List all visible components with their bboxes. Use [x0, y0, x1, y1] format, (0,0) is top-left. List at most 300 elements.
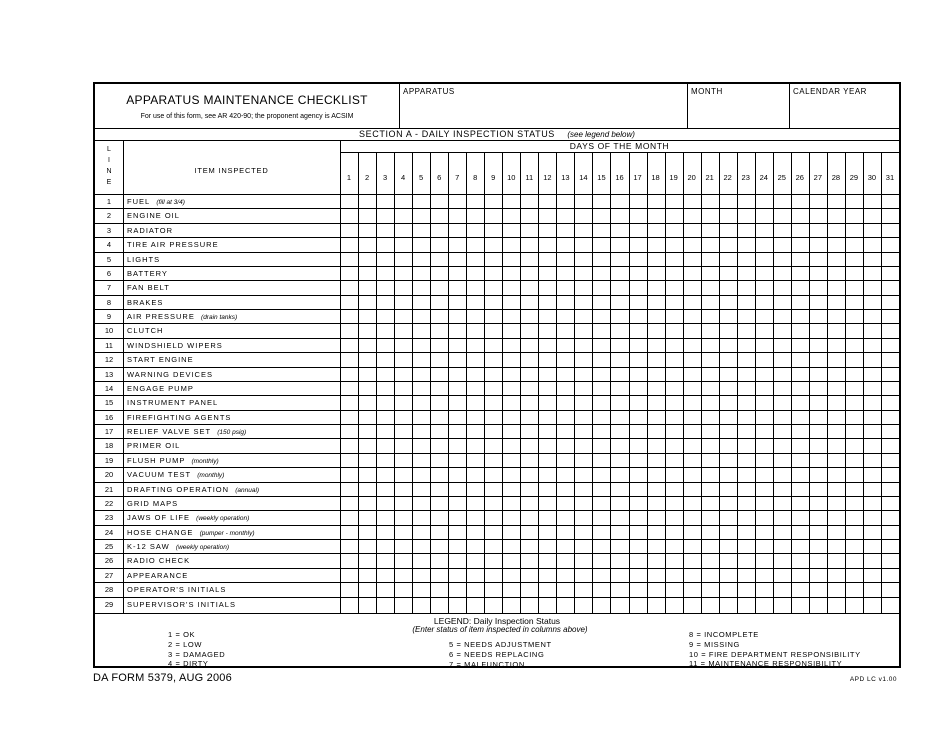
status-cell[interactable] — [666, 353, 683, 366]
status-cell[interactable] — [702, 497, 719, 510]
status-cell[interactable] — [738, 224, 755, 237]
status-cell[interactable] — [449, 195, 466, 208]
status-cell[interactable] — [467, 195, 484, 208]
status-cell[interactable] — [611, 267, 628, 280]
status-cell[interactable] — [702, 267, 719, 280]
status-cell[interactable] — [341, 238, 358, 251]
status-cell[interactable] — [395, 497, 412, 510]
status-cell[interactable] — [756, 238, 773, 251]
status-cell[interactable] — [882, 310, 899, 323]
status-cell[interactable] — [810, 253, 827, 266]
status-cell[interactable] — [593, 324, 610, 337]
status-cell[interactable] — [575, 411, 592, 424]
status-cell[interactable] — [521, 554, 538, 567]
status-cell[interactable] — [413, 209, 430, 222]
status-cell[interactable] — [503, 296, 520, 309]
status-cell[interactable] — [413, 425, 430, 438]
status-cell[interactable] — [720, 411, 737, 424]
status-cell[interactable] — [792, 598, 809, 611]
status-cell[interactable] — [828, 526, 845, 539]
status-cell[interactable] — [666, 339, 683, 352]
status-cell[interactable] — [756, 296, 773, 309]
status-cell[interactable] — [846, 483, 863, 496]
status-cell[interactable] — [882, 339, 899, 352]
status-cell[interactable] — [341, 209, 358, 222]
status-cell[interactable] — [738, 339, 755, 352]
status-cell[interactable] — [756, 468, 773, 481]
status-cell[interactable] — [485, 526, 502, 539]
status-cell[interactable] — [413, 281, 430, 294]
status-cell[interactable] — [539, 583, 556, 596]
status-cell[interactable] — [810, 425, 827, 438]
status-cell[interactable] — [846, 468, 863, 481]
status-cell[interactable] — [449, 353, 466, 366]
status-cell[interactable] — [792, 554, 809, 567]
status-cell[interactable] — [341, 267, 358, 280]
status-cell[interactable] — [359, 468, 376, 481]
status-cell[interactable] — [828, 195, 845, 208]
status-cell[interactable] — [611, 497, 628, 510]
status-cell[interactable] — [630, 411, 647, 424]
status-cell[interactable] — [593, 468, 610, 481]
status-cell[interactable] — [774, 396, 791, 409]
status-cell[interactable] — [882, 583, 899, 596]
status-cell[interactable] — [828, 324, 845, 337]
status-cell[interactable] — [431, 526, 448, 539]
status-cell[interactable] — [341, 526, 358, 539]
status-cell[interactable] — [756, 439, 773, 452]
status-cell[interactable] — [720, 540, 737, 553]
status-cell[interactable] — [377, 310, 394, 323]
status-cell[interactable] — [431, 324, 448, 337]
status-cell[interactable] — [377, 483, 394, 496]
status-cell[interactable] — [431, 339, 448, 352]
status-cell[interactable] — [702, 382, 719, 395]
status-cell[interactable] — [359, 238, 376, 251]
status-cell[interactable] — [738, 281, 755, 294]
status-cell[interactable] — [630, 526, 647, 539]
status-cell[interactable] — [521, 368, 538, 381]
status-cell[interactable] — [395, 598, 412, 611]
status-cell[interactable] — [359, 598, 376, 611]
status-cell[interactable] — [467, 526, 484, 539]
status-cell[interactable] — [864, 382, 881, 395]
status-cell[interactable] — [666, 439, 683, 452]
status-cell[interactable] — [377, 439, 394, 452]
status-cell[interactable] — [864, 281, 881, 294]
status-cell[interactable] — [810, 497, 827, 510]
status-cell[interactable] — [539, 195, 556, 208]
status-cell[interactable] — [575, 396, 592, 409]
status-cell[interactable] — [485, 425, 502, 438]
status-cell[interactable] — [666, 296, 683, 309]
status-cell[interactable] — [413, 224, 430, 237]
status-cell[interactable] — [359, 583, 376, 596]
status-cell[interactable] — [846, 554, 863, 567]
status-cell[interactable] — [846, 324, 863, 337]
status-cell[interactable] — [341, 439, 358, 452]
status-cell[interactable] — [828, 339, 845, 352]
status-cell[interactable] — [666, 511, 683, 524]
status-cell[interactable] — [377, 411, 394, 424]
status-cell[interactable] — [377, 569, 394, 582]
status-cell[interactable] — [864, 526, 881, 539]
status-cell[interactable] — [485, 296, 502, 309]
status-cell[interactable] — [702, 195, 719, 208]
status-cell[interactable] — [521, 497, 538, 510]
status-cell[interactable] — [648, 267, 665, 280]
status-cell[interactable] — [828, 267, 845, 280]
status-cell[interactable] — [738, 540, 755, 553]
status-cell[interactable] — [792, 238, 809, 251]
status-cell[interactable] — [377, 454, 394, 467]
status-cell[interactable] — [467, 483, 484, 496]
status-cell[interactable] — [630, 569, 647, 582]
status-cell[interactable] — [575, 310, 592, 323]
status-cell[interactable] — [720, 526, 737, 539]
status-cell[interactable] — [882, 253, 899, 266]
status-cell[interactable] — [738, 195, 755, 208]
status-cell[interactable] — [395, 526, 412, 539]
status-cell[interactable] — [557, 411, 574, 424]
status-cell[interactable] — [557, 526, 574, 539]
status-cell[interactable] — [648, 339, 665, 352]
status-cell[interactable] — [593, 483, 610, 496]
status-cell[interactable] — [539, 238, 556, 251]
status-cell[interactable] — [864, 353, 881, 366]
status-cell[interactable] — [864, 267, 881, 280]
status-cell[interactable] — [341, 483, 358, 496]
status-cell[interactable] — [521, 583, 538, 596]
status-cell[interactable] — [485, 382, 502, 395]
status-cell[interactable] — [810, 267, 827, 280]
status-cell[interactable] — [828, 224, 845, 237]
status-cell[interactable] — [611, 598, 628, 611]
status-cell[interactable] — [377, 209, 394, 222]
status-cell[interactable] — [413, 411, 430, 424]
status-cell[interactable] — [666, 540, 683, 553]
status-cell[interactable] — [684, 511, 701, 524]
status-cell[interactable] — [611, 540, 628, 553]
status-cell[interactable] — [702, 296, 719, 309]
status-cell[interactable] — [648, 411, 665, 424]
status-cell[interactable] — [792, 267, 809, 280]
status-cell[interactable] — [593, 368, 610, 381]
status-cell[interactable] — [359, 195, 376, 208]
status-cell[interactable] — [557, 569, 574, 582]
status-cell[interactable] — [413, 382, 430, 395]
status-cell[interactable] — [810, 583, 827, 596]
status-cell[interactable] — [539, 267, 556, 280]
status-cell[interactable] — [828, 396, 845, 409]
status-cell[interactable] — [630, 483, 647, 496]
status-cell[interactable] — [648, 439, 665, 452]
status-cell[interactable] — [702, 540, 719, 553]
status-cell[interactable] — [702, 339, 719, 352]
status-cell[interactable] — [575, 224, 592, 237]
status-cell[interactable] — [485, 511, 502, 524]
status-cell[interactable] — [539, 224, 556, 237]
status-cell[interactable] — [575, 281, 592, 294]
status-cell[interactable] — [774, 267, 791, 280]
status-cell[interactable] — [485, 310, 502, 323]
status-cell[interactable] — [377, 267, 394, 280]
status-cell[interactable] — [557, 511, 574, 524]
status-cell[interactable] — [756, 569, 773, 582]
status-cell[interactable] — [828, 583, 845, 596]
status-cell[interactable] — [539, 540, 556, 553]
status-cell[interactable] — [557, 497, 574, 510]
status-cell[interactable] — [648, 396, 665, 409]
status-cell[interactable] — [828, 511, 845, 524]
status-cell[interactable] — [377, 253, 394, 266]
status-cell[interactable] — [467, 209, 484, 222]
status-cell[interactable] — [593, 598, 610, 611]
status-cell[interactable] — [846, 439, 863, 452]
status-cell[interactable] — [864, 497, 881, 510]
status-cell[interactable] — [377, 368, 394, 381]
status-cell[interactable] — [503, 483, 520, 496]
status-cell[interactable] — [557, 310, 574, 323]
status-cell[interactable] — [521, 281, 538, 294]
status-cell[interactable] — [648, 195, 665, 208]
status-cell[interactable] — [341, 554, 358, 567]
status-cell[interactable] — [666, 411, 683, 424]
status-cell[interactable] — [882, 224, 899, 237]
status-cell[interactable] — [666, 253, 683, 266]
status-cell[interactable] — [575, 511, 592, 524]
status-cell[interactable] — [738, 554, 755, 567]
status-cell[interactable] — [648, 511, 665, 524]
status-cell[interactable] — [413, 511, 430, 524]
status-cell[interactable] — [557, 583, 574, 596]
status-cell[interactable] — [702, 396, 719, 409]
status-cell[interactable] — [666, 195, 683, 208]
status-cell[interactable] — [431, 511, 448, 524]
status-cell[interactable] — [882, 598, 899, 611]
status-cell[interactable] — [864, 439, 881, 452]
status-cell[interactable] — [648, 483, 665, 496]
status-cell[interactable] — [648, 583, 665, 596]
status-cell[interactable] — [738, 238, 755, 251]
status-cell[interactable] — [864, 324, 881, 337]
status-cell[interactable] — [503, 382, 520, 395]
status-cell[interactable] — [485, 195, 502, 208]
status-cell[interactable] — [684, 425, 701, 438]
status-cell[interactable] — [774, 425, 791, 438]
status-cell[interactable] — [648, 238, 665, 251]
status-cell[interactable] — [630, 267, 647, 280]
status-cell[interactable] — [593, 382, 610, 395]
status-cell[interactable] — [756, 511, 773, 524]
status-cell[interactable] — [467, 583, 484, 596]
status-cell[interactable] — [648, 569, 665, 582]
status-cell[interactable] — [521, 353, 538, 366]
status-cell[interactable] — [467, 468, 484, 481]
status-cell[interactable] — [521, 511, 538, 524]
status-cell[interactable] — [810, 483, 827, 496]
status-cell[interactable] — [467, 454, 484, 467]
status-cell[interactable] — [738, 483, 755, 496]
status-cell[interactable] — [341, 368, 358, 381]
status-cell[interactable] — [575, 454, 592, 467]
status-cell[interactable] — [377, 526, 394, 539]
status-cell[interactable] — [702, 353, 719, 366]
status-cell[interactable] — [630, 396, 647, 409]
status-cell[interactable] — [521, 468, 538, 481]
status-cell[interactable] — [864, 583, 881, 596]
status-cell[interactable] — [539, 368, 556, 381]
status-cell[interactable] — [648, 253, 665, 266]
status-cell[interactable] — [684, 483, 701, 496]
status-cell[interactable] — [413, 540, 430, 553]
status-cell[interactable] — [593, 569, 610, 582]
status-cell[interactable] — [792, 224, 809, 237]
status-cell[interactable] — [666, 238, 683, 251]
status-cell[interactable] — [882, 468, 899, 481]
status-cell[interactable] — [575, 569, 592, 582]
status-cell[interactable] — [774, 368, 791, 381]
status-cell[interactable] — [539, 569, 556, 582]
status-cell[interactable] — [359, 526, 376, 539]
status-cell[interactable] — [449, 281, 466, 294]
status-cell[interactable] — [593, 281, 610, 294]
status-cell[interactable] — [521, 324, 538, 337]
status-cell[interactable] — [756, 411, 773, 424]
status-cell[interactable] — [521, 454, 538, 467]
status-cell[interactable] — [413, 526, 430, 539]
status-cell[interactable] — [828, 554, 845, 567]
status-cell[interactable] — [630, 296, 647, 309]
status-cell[interactable] — [720, 554, 737, 567]
status-cell[interactable] — [449, 483, 466, 496]
status-cell[interactable] — [341, 253, 358, 266]
status-cell[interactable] — [720, 209, 737, 222]
status-cell[interactable] — [720, 382, 737, 395]
status-cell[interactable] — [539, 209, 556, 222]
status-cell[interactable] — [395, 511, 412, 524]
status-cell[interactable] — [756, 209, 773, 222]
status-cell[interactable] — [828, 598, 845, 611]
status-cell[interactable] — [630, 583, 647, 596]
status-cell[interactable] — [575, 267, 592, 280]
status-cell[interactable] — [521, 526, 538, 539]
status-cell[interactable] — [377, 583, 394, 596]
status-cell[interactable] — [359, 511, 376, 524]
status-cell[interactable] — [774, 526, 791, 539]
status-cell[interactable] — [738, 353, 755, 366]
status-cell[interactable] — [485, 411, 502, 424]
status-cell[interactable] — [774, 382, 791, 395]
status-cell[interactable] — [738, 296, 755, 309]
status-cell[interactable] — [485, 281, 502, 294]
status-cell[interactable] — [666, 554, 683, 567]
status-cell[interactable] — [359, 382, 376, 395]
status-cell[interactable] — [431, 569, 448, 582]
status-cell[interactable] — [666, 382, 683, 395]
status-cell[interactable] — [611, 511, 628, 524]
status-cell[interactable] — [648, 296, 665, 309]
status-cell[interactable] — [557, 454, 574, 467]
status-cell[interactable] — [485, 598, 502, 611]
status-cell[interactable] — [467, 540, 484, 553]
status-cell[interactable] — [774, 281, 791, 294]
status-cell[interactable] — [359, 396, 376, 409]
status-cell[interactable] — [593, 411, 610, 424]
status-cell[interactable] — [341, 396, 358, 409]
status-cell[interactable] — [720, 454, 737, 467]
status-cell[interactable] — [593, 396, 610, 409]
status-cell[interactable] — [810, 396, 827, 409]
status-cell[interactable] — [467, 598, 484, 611]
status-cell[interactable] — [720, 253, 737, 266]
status-cell[interactable] — [864, 224, 881, 237]
status-cell[interactable] — [864, 195, 881, 208]
status-cell[interactable] — [521, 425, 538, 438]
status-cell[interactable] — [593, 511, 610, 524]
status-cell[interactable] — [774, 554, 791, 567]
status-cell[interactable] — [720, 296, 737, 309]
status-cell[interactable] — [702, 310, 719, 323]
status-cell[interactable] — [611, 281, 628, 294]
status-cell[interactable] — [774, 339, 791, 352]
status-cell[interactable] — [575, 238, 592, 251]
status-cell[interactable] — [503, 454, 520, 467]
status-cell[interactable] — [702, 411, 719, 424]
status-cell[interactable] — [557, 396, 574, 409]
status-cell[interactable] — [684, 554, 701, 567]
status-cell[interactable] — [774, 583, 791, 596]
status-cell[interactable] — [467, 425, 484, 438]
status-cell[interactable] — [648, 454, 665, 467]
status-cell[interactable] — [449, 511, 466, 524]
status-cell[interactable] — [467, 238, 484, 251]
status-cell[interactable] — [882, 353, 899, 366]
status-cell[interactable] — [359, 425, 376, 438]
status-cell[interactable] — [431, 353, 448, 366]
status-cell[interactable] — [575, 209, 592, 222]
status-cell[interactable] — [702, 368, 719, 381]
status-cell[interactable] — [828, 253, 845, 266]
status-cell[interactable] — [666, 526, 683, 539]
status-cell[interactable] — [557, 540, 574, 553]
status-cell[interactable] — [828, 353, 845, 366]
status-cell[interactable] — [882, 296, 899, 309]
status-cell[interactable] — [503, 267, 520, 280]
status-cell[interactable] — [377, 497, 394, 510]
status-cell[interactable] — [359, 281, 376, 294]
status-cell[interactable] — [395, 554, 412, 567]
status-cell[interactable] — [738, 253, 755, 266]
status-cell[interactable] — [846, 526, 863, 539]
status-cell[interactable] — [648, 310, 665, 323]
status-cell[interactable] — [774, 353, 791, 366]
status-cell[interactable] — [485, 583, 502, 596]
status-cell[interactable] — [557, 382, 574, 395]
status-cell[interactable] — [720, 224, 737, 237]
status-cell[interactable] — [611, 324, 628, 337]
status-cell[interactable] — [846, 511, 863, 524]
status-cell[interactable] — [377, 425, 394, 438]
status-cell[interactable] — [684, 569, 701, 582]
status-cell[interactable] — [774, 209, 791, 222]
status-cell[interactable] — [810, 353, 827, 366]
status-cell[interactable] — [611, 310, 628, 323]
status-cell[interactable] — [882, 511, 899, 524]
status-cell[interactable] — [503, 281, 520, 294]
status-cell[interactable] — [521, 382, 538, 395]
status-cell[interactable] — [467, 569, 484, 582]
